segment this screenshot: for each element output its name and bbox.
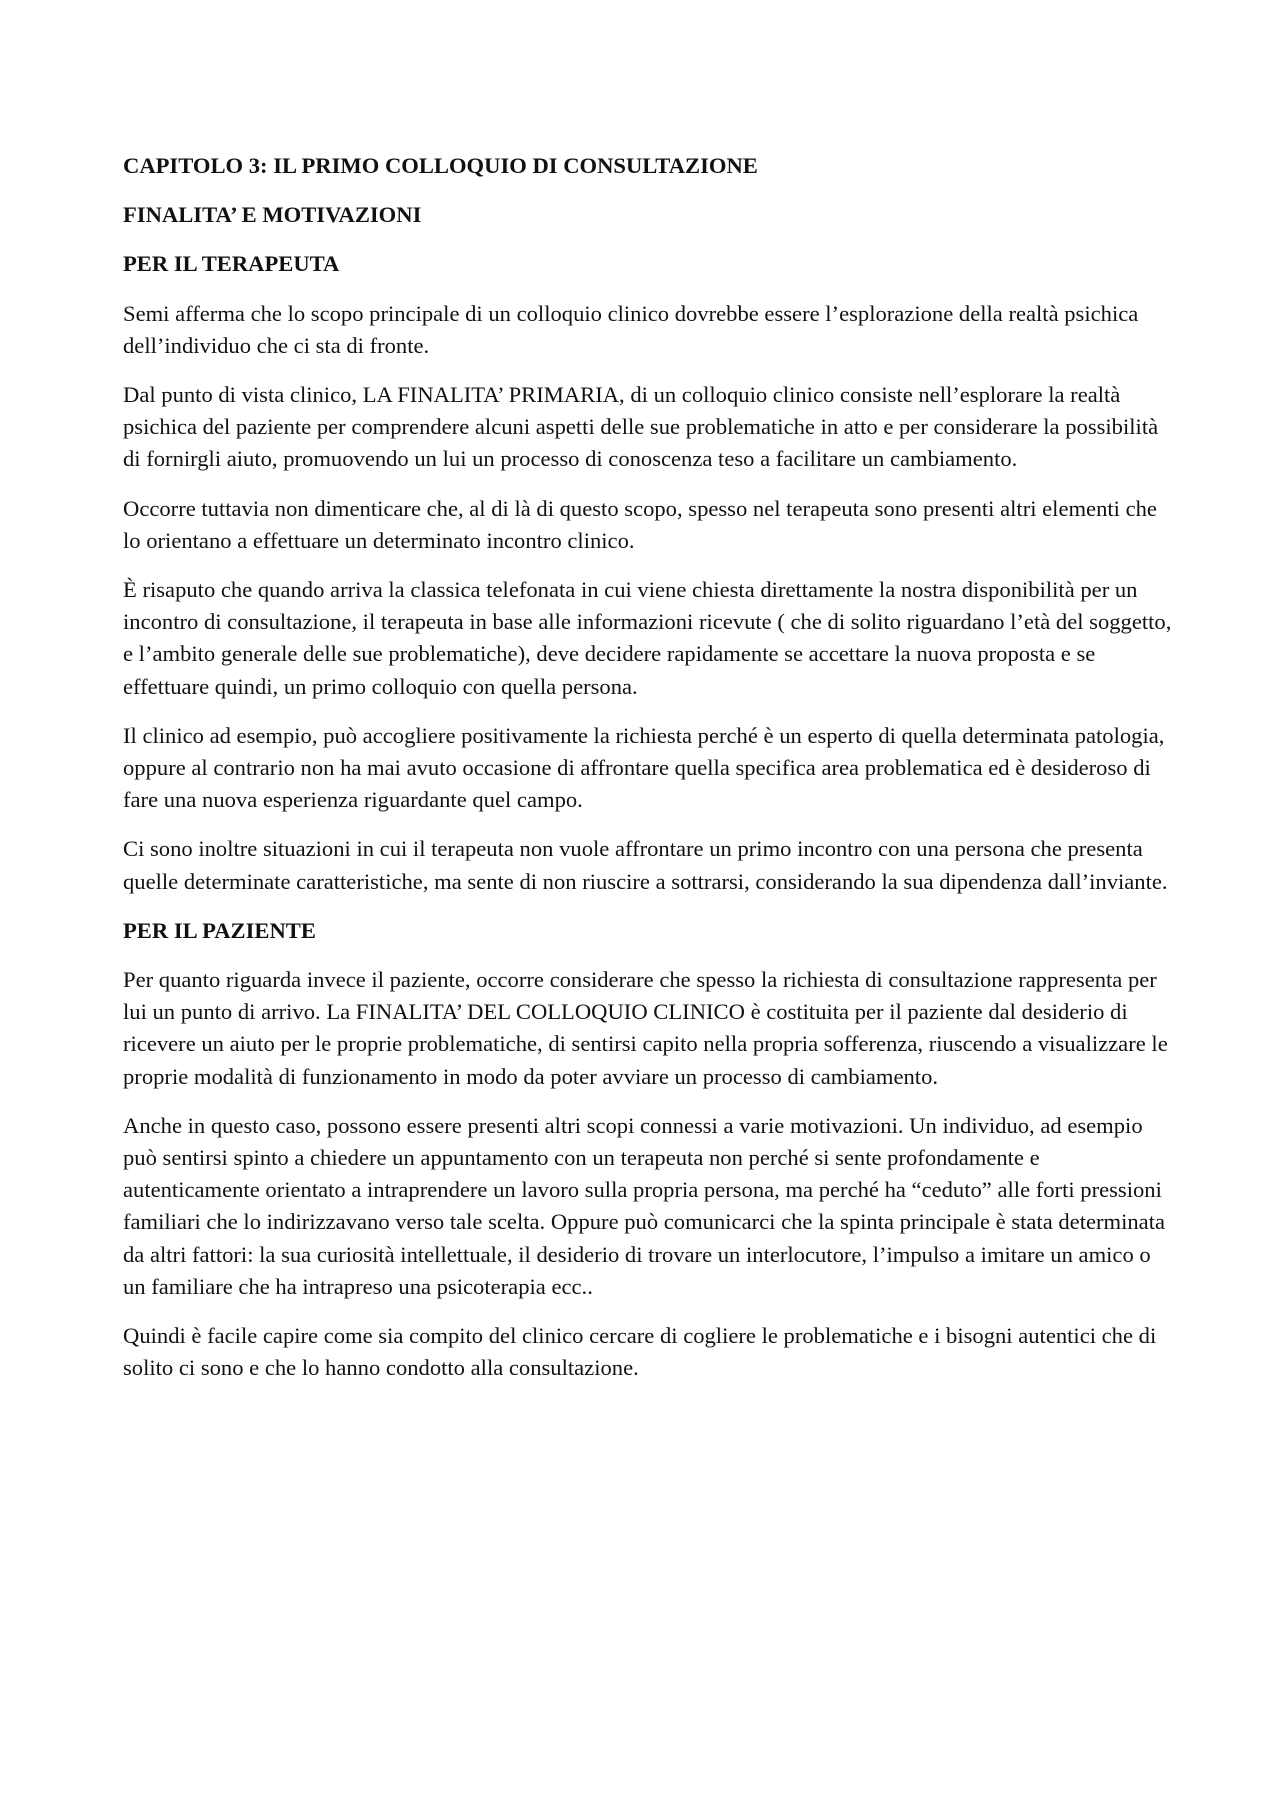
chapter-title: CAPITOLO 3: IL PRIMO COLLOQUIO DI CONSULTAZIONE [123, 153, 758, 178]
paragraph-therapist-5: Il clinico ad esempio, può accogliere positivamente la richiesta perché è un esperto di quella determinata patologia, oppure al contrario non ha mai avuto occasione di affrontare quella specifica area problematica ed è desideroso di fare una nuova esperienza riguardante quel campo. [123, 722, 1165, 813]
paragraph-therapist-3: Occorre tuttavia non dimenticare che, al di là di questo scopo, spesso nel terapeuta sono presenti altri elementi che lo orientano a effettuare un determinato incontro clinico. [123, 495, 1157, 553]
document-body [123, 150, 1173, 1402]
subsection-title-patient: PER IL PAZIENTE [123, 917, 316, 943]
paragraph-therapist-4: È risaputo che quando arriva la classica telefonata in cui viene chiesta direttamente la nostra disponibilità per un incontro di consultazione, il terapeuta in base alle informazioni ricevute ( che di solito riguardano l’età del soggetto, e l’ambito generale delle sue problematiche), deve decidere rapidamente se accettare la nuova proposta e se effettuare quindi, un primo colloquio con quella persona. [123, 577, 1172, 699]
paragraph-therapist-2: Dal punto di vista clinico, LA FINALITA’ PRIMARIA, di un colloquio clinico consiste nell’esplorare la realtà psichica del paziente per comprendere alcuni aspetti delle sue problematiche in atto e per considerare la possibilità di fornirgli aiuto, promuovendo un lui un processo di conoscenza teso a facilitare un cambiamento. [123, 382, 1159, 472]
paragraph-patient-1: Per quanto riguarda invece il paziente, occorre considerare che spesso la richiesta di consultazione rappresenta per lui un punto di arrivo. La FINALITA’ DEL COLLOQUIO CLINICO è costituita per il paziente dal desiderio di ricevere un aiuto per le proprie problematiche, di sentirsi capito nella propria sofferenza, riuscendo a visualizzare le proprie modalità di funzionamento in modo da poter avviare un processo di cambiamento. [123, 967, 1168, 1089]
paragraph-therapist-6: Ci sono inoltre situazioni in cui il terapeuta non vuole affrontare un primo incontro con una persona che presenta quelle determinate caratteristiche, ma sente di non riuscire a sottrarsi, considerando la sua dipendenza dall’inviante. [123, 836, 1168, 894]
section-title: FINALITA’ E MOTIVAZIONI [123, 202, 422, 228]
paragraph-patient-2: Anche in questo caso, possono essere presenti altri scopi connessi a varie motivazioni. Un individuo, ad esempio può sentirsi spinto a chiedere un appuntamento con un terapeuta non perché si sente profondamente e autenticamente orientato a intraprendere un lavoro sulla propria persona, ma perché ha “ceduto” alle forti pressioni familiari che lo indirizzavano verso tale scelta. Oppure può comunicarci che la spinta principale è stata determinata da altri fattori: la sua curiosità intellettuale, il desiderio di trovare un interlocutore, l’impulso a imitare un amico o un familiare che ha intrapreso una psicoterapia ecc.. [123, 1112, 1166, 1299]
paragraph-therapist-1: Semi afferma che lo scopo principale di un colloquio clinico dovrebbe essere l’esplorazione della realtà psichica dell’individuo che ci sta di fronte. [123, 300, 1139, 358]
paragraph-patient-3: Quindi è facile capire come sia compito del clinico cercare di cogliere le problematiche e i bisogni autentici che di solito ci sono e che lo hanno condotto alla consultazione. [123, 1323, 1157, 1381]
subsection-title-therapist: PER IL TERAPEUTA [123, 251, 340, 277]
